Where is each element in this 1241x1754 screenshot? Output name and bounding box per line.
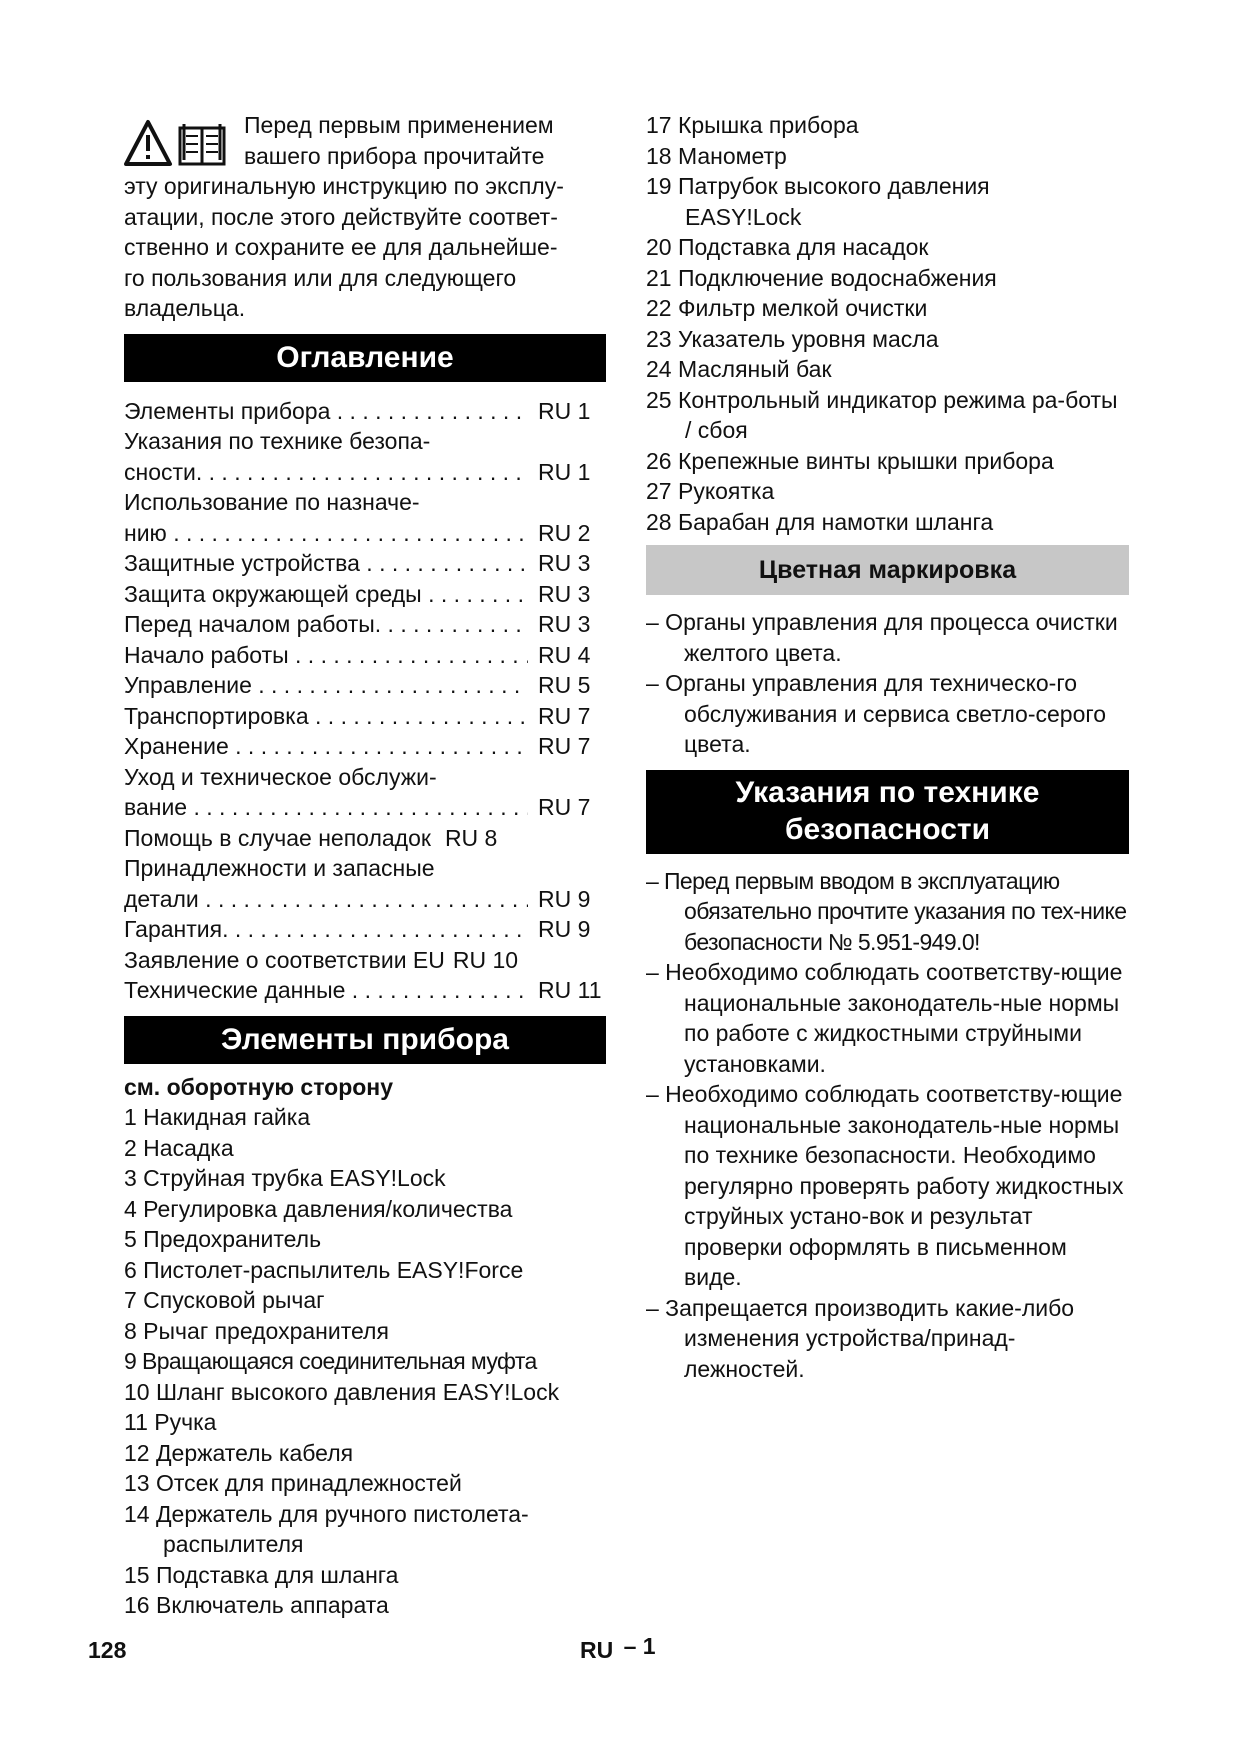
list-item: 18 Манометр (646, 142, 787, 169)
list-item: – Необходимо соблюдать соответству-ющие национальные законодатель-ные нормы по технике безопасности. Необходимо регулярно проверять работу жидкостных струйных устано-вок и результат проверки оформлять в письменном виде. (646, 1081, 1124, 1290)
toc-entry-label: вание . . . (124, 792, 528, 823)
elements-heading: Элементы прибора (124, 1016, 606, 1064)
toc-entry-label: Заявление о соответствии EU (124, 946, 445, 973)
toc-entry[interactable] (124, 701, 606, 732)
elements-subtitle: см. оборотную сторону (124, 1073, 393, 1100)
list-item: 3 Струйная трубка EASY!Lock (124, 1165, 446, 1191)
list-item: 12 Держатель кабеля (124, 1439, 354, 1466)
warning-triangle-icon (126, 122, 170, 164)
section-page-label (580, 1633, 656, 1664)
list-item: 5 Предохранитель (124, 1226, 322, 1252)
intro-line: вашего прибора прочитайте (244, 142, 545, 169)
toc-entry-label-start: Указания по технике безопа- (124, 428, 431, 454)
list-item: 4 Регулировка давления/количества (124, 1195, 513, 1222)
list-item: – Запрещается производить какие-либо изменения устройства/принад-лежностей. (646, 1294, 1075, 1382)
list-item: 28 Барабан для намотки шланга (646, 508, 994, 535)
toc-entry-page: RU 10 (452, 946, 519, 973)
list-item: – Перед первым вводом в эксплуатацию обязательно прочтите указания по тех-нике безопасности № 5.951-949.0! (646, 867, 1127, 955)
toc-entry-label-start: Уход и техническое обслужи- (124, 763, 437, 790)
safety-heading-line: Указания по технике (735, 775, 1040, 809)
book-icon (180, 124, 224, 164)
toc-entry[interactable] (124, 914, 606, 945)
toc-entry-page: RU 9 (538, 916, 591, 942)
toc-entry-page: RU 7 (538, 702, 591, 729)
section-label: RU (580, 1637, 614, 1663)
intro-notice (124, 110, 606, 324)
color-coding-heading: Цветная маркировка (646, 545, 1129, 595)
toc-entry-label: сности. . . . (124, 457, 528, 488)
toc-entry-label: детали . . . (124, 884, 528, 915)
toc-entry[interactable] (124, 548, 606, 579)
list-item: 1 Накидная гайка (124, 1104, 311, 1130)
safety-heading-line: безопасности (784, 812, 991, 846)
safety-heading (646, 770, 1129, 854)
safety-list (646, 866, 1129, 1385)
list-item: – Органы управления для процесса очистки желтого цвета. (646, 609, 1118, 666)
warning-book-icons (124, 118, 234, 170)
list-item: 7 Спусковой рычаг (124, 1287, 325, 1313)
toc-entry-label: Помощь в случае неполадок (124, 824, 431, 851)
toc-entry-label: Защитные устройства . . . (124, 548, 528, 579)
toc-entry[interactable] (124, 640, 606, 671)
elements-list (124, 1102, 606, 1621)
list-item: 11 Ручка (124, 1409, 217, 1435)
toc-entry[interactable] (124, 792, 606, 823)
toc-entry-label: нию . . . (124, 518, 528, 549)
list-item: 22 Фильтр мелкой очистки (646, 295, 928, 321)
intro-line: владельца. (124, 295, 246, 321)
list-item: 23 Указатель уровня масла (646, 325, 939, 352)
list-item: 24 Масляный бак (646, 356, 832, 382)
toc-entry[interactable] (124, 579, 606, 610)
toc-entry-page: RU 11 (538, 977, 602, 1003)
list-item: – Органы управления для техническо-го обслуживания и сервиса светло-серого цвета. (646, 670, 1107, 757)
toc-heading: Оглавление (124, 334, 606, 382)
list-item: 15 Подставка для шланга (124, 1561, 399, 1588)
list-item: 8 Рычаг предохранителя (124, 1317, 389, 1344)
list-item: 20 Подставка для насадок (646, 234, 929, 260)
toc-entry-page: RU 7 (538, 794, 591, 820)
toc-entry-page: RU 3 (538, 611, 591, 637)
list-item: 17 Крышка прибора (646, 112, 859, 138)
list-item: 2 Насадка (124, 1134, 234, 1161)
intro-line: атации, после этого действуйте соответ- (124, 203, 558, 230)
toc-entry-page: RU 1 (538, 458, 591, 485)
toc-entry[interactable] (124, 396, 606, 427)
toc-entry-label: Транспортировка . . . (124, 701, 528, 732)
toc-entry[interactable] (124, 670, 606, 701)
toc-entry-label: Защита окружающей среды . . . (124, 579, 528, 610)
list-item: 27 Рукоятка (646, 478, 775, 504)
color-coding-list (646, 607, 1129, 760)
toc-entry-page: RU 9 (538, 885, 591, 912)
toc-entry[interactable] (124, 945, 606, 976)
toc-entry-page: RU 1 (538, 397, 591, 424)
toc-entry-page: RU 3 (538, 580, 591, 607)
toc-entry-label-start: Принадлежности и запасные (124, 855, 435, 881)
toc-entry[interactable] (124, 823, 606, 854)
toc-entry-page: RU 4 (538, 641, 591, 668)
right-column (646, 110, 1129, 1384)
intro-line: эту оригинальную инструкцию по эксплу- (124, 173, 564, 199)
list-item: 16 Включатель аппарата (124, 1592, 389, 1618)
list-item: 21 Подключение водоснабжения (646, 264, 997, 291)
toc-entry-label: Начало работы . . . (124, 640, 528, 671)
toc-entry[interactable] (124, 518, 606, 549)
table-of-contents (124, 396, 606, 1006)
elements-list-continued (646, 110, 1129, 537)
toc-entry-page: RU 3 (538, 550, 591, 576)
intro-line: ственно и сохраните ее для дальнейше- (124, 234, 558, 260)
toc-entry-label: Перед началом работы. . . . (124, 609, 528, 640)
toc-entry[interactable] (124, 884, 606, 915)
page-number: 128 (88, 1637, 127, 1663)
toc-entry-label: Технические данные . . . (124, 975, 528, 1006)
list-item: 25 Контрольный индикатор режима ра-боты / сбоя (646, 386, 1118, 443)
section-page: – 1 (623, 1633, 656, 1659)
list-item: – Необходимо соблюдать соответству-ющие национальные законодатель-ные нормы по работе с жидкостными струйными установками. (646, 959, 1123, 1077)
toc-entry-page: RU 7 (538, 733, 591, 759)
toc-entry[interactable] (124, 975, 606, 1006)
intro-line: Перед первым применением (244, 112, 554, 138)
toc-entry[interactable] (124, 609, 606, 640)
list-item: 6 Пистолет-распылитель EASY!Force (124, 1256, 524, 1283)
list-item: 13 Отсек для принадлежностей (124, 1470, 462, 1496)
toc-entry-label: Гарантия. . . . (124, 914, 528, 945)
list-item: 14 Держатель для ручного пистолета-распылителя (124, 1500, 529, 1557)
toc-entry-label: Хранение . . . (124, 731, 528, 762)
toc-entry[interactable] (124, 457, 606, 488)
list-item: 19 Патрубок высокого давления EASY!Lock (646, 173, 990, 230)
toc-entry-page: RU 8 (444, 824, 498, 851)
toc-entry-label: Управление . . . (124, 670, 528, 701)
list-item: 9 Вращающаяся соединительная муфта (124, 1348, 537, 1374)
toc-entry[interactable] (124, 731, 606, 762)
toc-entry-label-start: Использование по назначе- (124, 489, 420, 515)
toc-entry-page: RU 5 (538, 672, 591, 698)
list-item: 26 Крепежные винты крышки прибора (646, 447, 1054, 474)
left-column (124, 110, 606, 1621)
list-item: 10 Шланг высокого давления EASY!Lock (124, 1378, 560, 1405)
toc-entry-page: RU 2 (538, 519, 591, 546)
toc-entry-label: Элементы прибора . . . (124, 396, 528, 427)
intro-line: го пользования или для следующего (124, 264, 517, 291)
